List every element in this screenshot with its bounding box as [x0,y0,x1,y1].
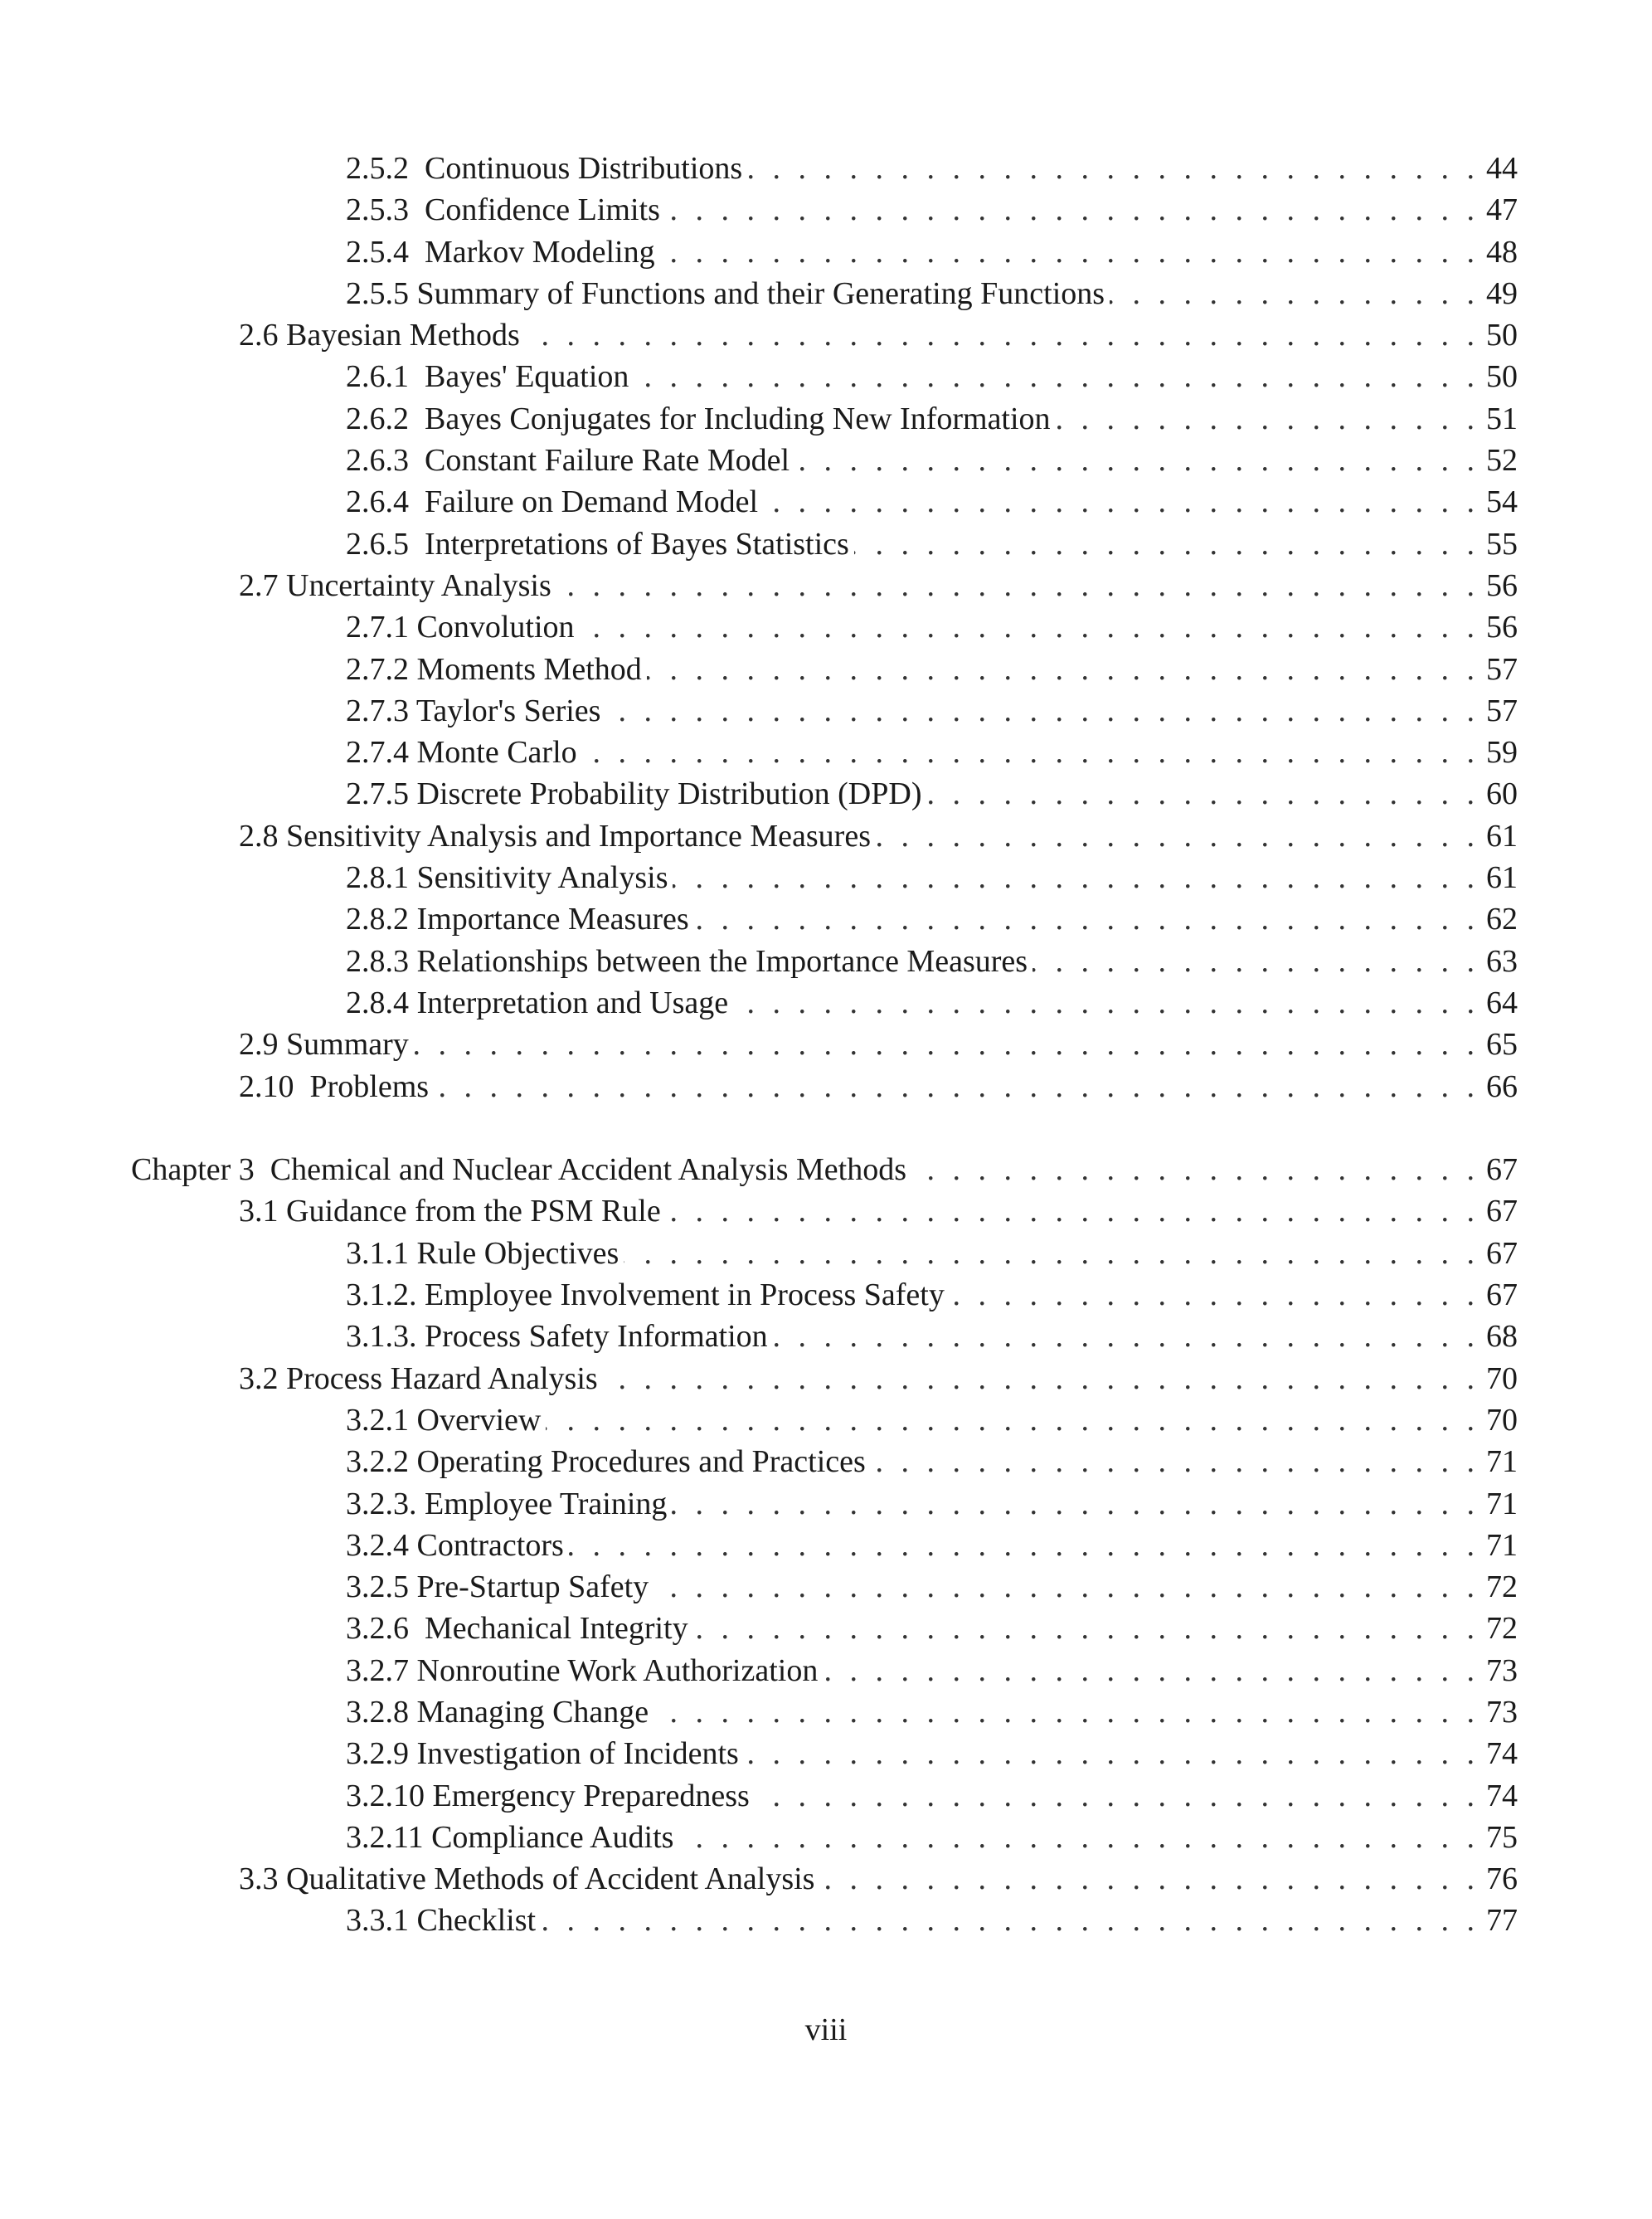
toc-entry-title: 3.2.4 Contractors [346,1527,564,1563]
dot-leader [755,1775,1480,1817]
toc-entry-page: 67 [1486,1235,1518,1271]
toc-entry-page: 44 [1486,151,1518,186]
toc-entry-title: 2.6 Bayesian Methods [239,318,520,353]
toc-subsection-entry[interactable] [0,1733,1652,1774]
toc-subsection-entry[interactable] [0,857,1652,898]
toc-entry-title: 2.7.5 Discrete Probability Distribution (DPD) [346,776,922,812]
dot-leader [871,1441,1480,1482]
dot-leader [546,1399,1480,1441]
dot-leader [694,898,1480,940]
toc-entry-page: 55 [1486,526,1518,562]
toc-subsection-entry[interactable] [0,1691,1652,1733]
toc-entry-title: 2.6.3 Constant Failure Rate Model [346,443,790,479]
toc-subsection-entry[interactable] [0,1650,1652,1691]
toc-section-entry[interactable] [0,565,1652,606]
toc-subsection-entry[interactable] [0,440,1652,481]
dot-leader [747,148,1480,189]
dot-leader [794,440,1480,481]
toc-subsection-entry[interactable] [0,398,1652,440]
toc-section-entry[interactable] [0,1190,1652,1232]
toc-entry-title: Chapter 3 Chemical and Nuclear Accident Analysis Methods [131,1152,906,1188]
spacer [0,1107,1652,1149]
toc-entry-title: 2.7.1 Convolution [346,610,575,645]
dot-leader [678,1817,1480,1858]
toc-entry-page: 52 [1486,443,1518,479]
toc-entry-page: 71 [1486,1527,1518,1563]
toc-section-entry[interactable] [0,815,1652,857]
toc-entry-page: 61 [1486,860,1518,896]
toc-entry-title: 2.9 Summary [239,1027,409,1063]
toc-entry-page: 59 [1486,735,1518,771]
toc-subsection-entry[interactable] [0,1316,1652,1357]
dot-leader [665,189,1480,231]
dot-leader [693,1608,1480,1649]
toc-entry-title: 2.6.2 Bayes Conjugates for Including New Information [346,401,1051,436]
toc-subsection-entry[interactable] [0,1233,1652,1274]
toc-entry-page: 70 [1486,1360,1518,1396]
toc-entry-title: 3.2.8 Managing Change [346,1694,649,1730]
toc-entry-page: 61 [1486,818,1518,854]
dot-leader [654,1566,1480,1608]
toc-subsection-entry[interactable] [0,898,1652,940]
toc-subsection-entry[interactable] [0,690,1652,732]
toc-entry-page: 47 [1486,192,1518,228]
toc-subsection-entry[interactable] [0,773,1652,815]
toc-entry-title: 2.8 Sensitivity Analysis and Importance Measures [239,818,871,854]
toc-entry-page: 76 [1486,1861,1518,1897]
dot-leader [950,1274,1480,1316]
dot-leader [1032,941,1480,982]
toc-entry-page: 71 [1486,1444,1518,1480]
toc-entry-title: 3.1 Guidance from the PSM Rule [239,1194,661,1229]
toc-entry-page: 63 [1486,943,1518,979]
toc-entry-title: 3.2.5 Pre-Startup Safety [346,1569,649,1605]
toc-subsection-entry[interactable] [0,941,1652,982]
toc-entry-title: 3.3.1 Checklist [346,1903,537,1939]
toc-subsection-entry[interactable] [0,189,1652,231]
dot-leader [672,1483,1480,1525]
toc-entry-page: 50 [1486,359,1518,395]
toc-entry-title: 3.2.7 Nonroutine Work Authorization [346,1652,819,1688]
toc-entry-title: 2.6.5 Interpretations of Bayes Statistics [346,526,849,562]
toc-entry-page: 72 [1486,1611,1518,1647]
toc-entry-page: 56 [1486,567,1518,603]
toc-subsection-entry[interactable] [0,649,1652,690]
toc-entry-title: 3.2 Process Hazard Analysis [239,1360,598,1396]
dot-leader [624,1233,1480,1274]
toc-entry-title: 2.7.4 Monte Carlo [346,735,577,771]
dot-leader [673,857,1480,898]
toc-subsection-entry[interactable] [0,1608,1652,1649]
toc-subsection-entry[interactable] [0,1483,1652,1525]
toc-entry-page: 77 [1486,1903,1518,1939]
dot-leader [911,1149,1480,1190]
toc-subsection-entry[interactable] [0,481,1652,523]
toc-subsection-entry[interactable] [0,1817,1652,1858]
dot-leader [647,649,1480,690]
dot-leader [634,356,1480,397]
toc-entry-page: 48 [1486,234,1518,270]
toc-entry-title: 2.5.4 Markov Modeling [346,234,655,270]
dot-leader [1056,398,1480,440]
toc-entry-page: 54 [1486,484,1518,520]
toc-entry-title: 2.5.3 Confidence Limits [346,192,660,228]
toc-entry-title: 3.2.11 Compliance Audits [346,1819,674,1855]
dot-leader [744,1733,1480,1774]
dot-leader [763,481,1480,523]
toc-entry-page: 72 [1486,1569,1518,1605]
toc-entry-page: 67 [1486,1152,1518,1188]
toc-entry-page: 64 [1486,985,1518,1020]
toc-entry-page: 71 [1486,1486,1518,1521]
toc-subsection-entry[interactable] [0,982,1652,1024]
toc-entry-title: 2.6.1 Bayes' Equation [346,359,629,395]
toc-entry-title: 3.2.9 Investigation of Incidents [346,1736,739,1772]
toc-section-entry[interactable] [0,1858,1652,1900]
toc-entry-title: 2.7.3 Taylor's Series [346,693,601,728]
toc-chapter-entry[interactable] [0,1149,1652,1190]
toc-entry-title: 2.6.4 Failure on Demand Model [346,484,759,520]
page-number: viii [804,2012,848,2047]
toc-section-entry[interactable] [0,1024,1652,1065]
toc-entry-page: 67 [1486,1277,1518,1313]
dot-leader [605,690,1480,732]
dot-leader [773,1316,1480,1357]
toc-subsection-entry[interactable] [0,273,1652,314]
toc-subsection-entry[interactable] [0,1441,1652,1482]
toc-entry-page: 57 [1486,651,1518,687]
dot-leader [819,1858,1480,1900]
toc-entry-title: 3.2.6 Mechanical Integrity [346,1611,688,1647]
toc-entry-title: 2.5.5 Summary of Functions and their Generating Functions [346,275,1105,311]
dot-leader [654,1691,1480,1733]
toc-section-entry[interactable] [0,1066,1652,1107]
toc-entry-title: 2.8.2 Importance Measures [346,902,689,937]
dot-leader [582,732,1480,773]
toc-entry-page: 74 [1486,1778,1518,1813]
toc-entry-page: 60 [1486,776,1518,812]
toc-entry-title: 3.1.1 Rule Objectives [346,1235,620,1271]
toc-subsection-entry[interactable] [0,1525,1652,1566]
toc-subsection-entry[interactable] [0,1274,1652,1316]
dot-leader [1110,273,1480,314]
toc-subsection-entry[interactable] [0,606,1652,648]
dot-leader [666,1190,1480,1232]
toc-entry-title: 3.2.10 Emergency Preparedness [346,1778,750,1813]
dot-leader [823,1650,1480,1691]
dot-leader [733,982,1480,1024]
dot-leader [414,1024,1480,1065]
toc-entry-title: 2.8.3 Relationships between the Importance Measures [346,943,1028,979]
toc-entry-title: 2.10 Problems [239,1068,430,1104]
dot-leader [434,1066,1480,1107]
toc-entry-title: 3.2.2 Operating Procedures and Practices [346,1444,866,1480]
toc-entry-title: 2.8.1 Sensitivity Analysis [346,860,668,896]
toc-entry-page: 75 [1486,1819,1518,1855]
toc-entry-page: 70 [1486,1402,1518,1438]
toc-entry-page: 65 [1486,1027,1518,1063]
toc-entry-page: 67 [1486,1194,1518,1229]
toc-entry-page: 74 [1486,1736,1518,1772]
toc-subsection-entry[interactable] [0,356,1652,397]
toc-entry-page: 49 [1486,275,1518,311]
toc-entry-page: 66 [1486,1068,1518,1104]
toc-entry-page: 56 [1486,610,1518,645]
toc-entry-page: 51 [1486,401,1518,436]
toc-entry-page: 57 [1486,693,1518,728]
dot-leader [556,565,1480,606]
toc-entry-page: 73 [1486,1694,1518,1730]
toc-subsection-entry[interactable] [0,1566,1652,1608]
toc-subsection-entry[interactable] [0,523,1652,565]
dot-leader [854,523,1480,565]
dot-leader [580,606,1480,648]
toc-subsection-entry[interactable] [0,1900,1652,1941]
toc-entry-title: 3.3 Qualitative Methods of Accident Analysis [239,1861,815,1897]
toc-entry-page: 50 [1486,318,1518,353]
toc-entry-page: 68 [1486,1319,1518,1355]
toc-subsection-entry[interactable] [0,1775,1652,1817]
dot-leader [926,773,1480,815]
toc-entry-title: 2.8.4 Interpretation and Usage [346,985,729,1020]
toc-section-entry[interactable] [0,314,1652,356]
toc-entry-title: 2.5.2 Continuous Distributions [346,151,743,186]
toc-entry-page: 62 [1486,902,1518,937]
toc-subsection-entry[interactable] [0,1399,1652,1441]
dot-leader [876,815,1480,857]
toc-section-entry[interactable] [0,1358,1652,1399]
table-of-contents [0,148,1652,1942]
toc-entry-page: 73 [1486,1652,1518,1688]
toc-subsection-entry[interactable] [0,148,1652,189]
toc-entry-title: 3.1.3. Process Safety Information [346,1319,768,1355]
toc-entry-title: 3.2.3. Employee Training [346,1486,668,1521]
dot-leader [541,1900,1480,1941]
toc-entry-title: 2.7.2 Moments Method [346,651,642,687]
dot-leader [525,314,1480,356]
dot-leader [603,1358,1480,1399]
dot-leader [660,231,1480,273]
toc-entry-title: 3.2.1 Overview [346,1402,542,1438]
toc-entry-title: 3.1.2. Employee Involvement in Process Safety [346,1277,945,1313]
toc-subsection-entry[interactable] [0,231,1652,273]
toc-entry-title: 2.7 Uncertainty Analysis [239,567,551,603]
toc-subsection-entry[interactable] [0,732,1652,773]
dot-leader [569,1525,1480,1566]
